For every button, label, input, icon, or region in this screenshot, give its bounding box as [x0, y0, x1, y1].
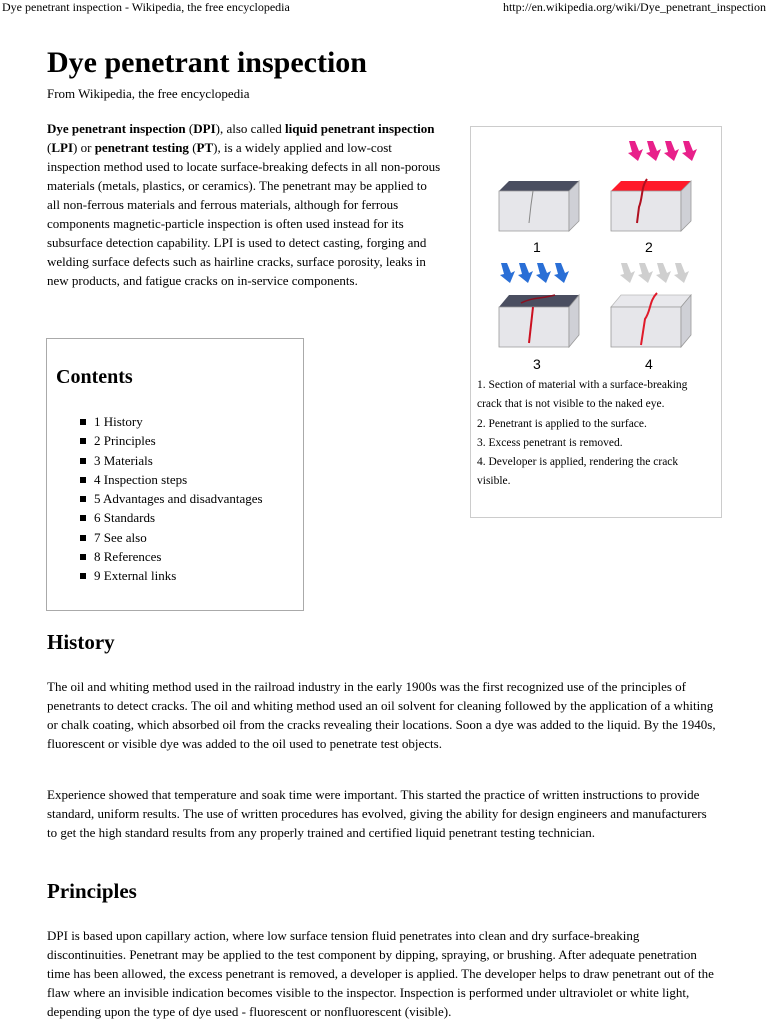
- toc-item-see-also[interactable]: 7 See also: [80, 528, 263, 547]
- toc-item-advantages[interactable]: 5 Advantages and disadvantages: [80, 489, 263, 508]
- arrow-gray-icon: [620, 263, 689, 283]
- intro-term: DPI: [193, 121, 216, 136]
- toc-item-inspection-steps[interactable]: 4 Inspection steps: [80, 470, 263, 489]
- intro-text: ), also called: [215, 121, 285, 136]
- arrow-blue-icon: [500, 263, 569, 283]
- toc-item-external-links[interactable]: 9 External links: [80, 566, 263, 585]
- section-title-history: History: [47, 630, 115, 654]
- toc-list: [80, 412, 263, 586]
- toc-title: Contents: [56, 366, 133, 388]
- block-3-excess-removed: [499, 263, 579, 372]
- intro-text: ), is a widely applied and low-cost inspection method used to locate surface-breaking defects in all non-porous materials (metals, plastics, or ceramics). The penetrant may be applied to all non-ferrous materials and ferrous materials, although for ferrous components magnetic-particle inspection is often used instead for its subsurface detection capability. LPI is used to detect casting, forging and welding surface defects such as hairline cracks, surface porosity, leaks in new products, and fatigue cracks on in-service components.: [47, 140, 441, 288]
- principles-paragraph-1: DPI is based upon capillary action, where low surface tension fluid penetrates into clean and dry surface-breaking discontinuities. Penetrant may be applied to the test component by dipping, spraying, or brushing. After adequate penetration time has been allowed, the excess penetrant is removed, a developer is applied. The developer helps to draw penetrant out of the flaw where an invisible indication becomes visible to the inspector. Inspection is performed under ultraviolet or white light, depending upon the type of dye used - fluorescent or nonfluorescent (visible).: [47, 928, 714, 1019]
- intro-term: penetrant testing: [94, 140, 189, 155]
- toc-item-principles[interactable]: 2 Principles: [80, 431, 263, 450]
- label-3: 3: [533, 356, 541, 372]
- label-2: 2: [645, 239, 653, 255]
- intro-term: PT: [196, 140, 214, 155]
- label-1: 1: [533, 239, 541, 255]
- caption-line: 1. Section of material with a surface-breaking crack that is not visible to the naked eye.: [477, 379, 688, 411]
- caption-line: 4. Developer is applied, rendering the crack visible.: [477, 456, 679, 488]
- intro-term: LPI: [51, 140, 74, 155]
- browser-page-title: Dye penetrant inspection - Wikipedia, the free encyclopedia: [2, 0, 290, 14]
- toc-item-standards[interactable]: 6 Standards: [80, 508, 263, 527]
- caption-line: 2. Penetrant is applied to the surface.: [477, 417, 647, 430]
- intro-term: Dye penetrant inspection: [47, 121, 186, 136]
- infobox-figure: [470, 126, 722, 518]
- section-title-principles: Principles: [47, 879, 137, 903]
- history-paragraph-1: The oil and whiting method used in the railroad industry in the early 1900s was the first recognized use of the principles of penetrants to detect cracks. The oil and whiting method used an oil solvent for cleaning followed by the application of a whiting or chalk coating, which absorbed oil from the cracks revealing their locations. Soon a dye was added to the liquid. By the 1940s, fluorescent or visible dye was added to the oil used to penetrate test objects.: [47, 679, 716, 751]
- block-1-original: [499, 181, 579, 255]
- caption-line: 3. Excess penetrant is removed.: [477, 436, 623, 449]
- intro-text: ) or: [73, 140, 95, 155]
- page-subtitle: From Wikipedia, the free encyclopedia: [47, 86, 250, 101]
- penetrant-steps-diagram[interactable]: [481, 135, 713, 375]
- arrow-pink-icon: [628, 141, 697, 161]
- history-paragraph-2: Experience showed that temperature and soak time were important. This started the practice of written instructions to provide standard, uniform results. The use of written procedures has evolved, giving the ability for design engineers and manufacturers to get the high standard results from any properly trained and certified liquid penetrant testing technician.: [47, 787, 707, 840]
- block-4-developer-applied: [611, 263, 691, 372]
- toc-item-references[interactable]: 8 References: [80, 547, 263, 566]
- toc-item-history[interactable]: 1 History: [80, 412, 263, 431]
- intro-term: liquid penetrant inspection: [284, 121, 435, 136]
- table-of-contents: [46, 338, 304, 611]
- figure-caption: [477, 376, 713, 492]
- label-4: 4: [645, 356, 653, 372]
- intro-text: (: [47, 140, 52, 155]
- intro-paragraph: [47, 119, 442, 290]
- toc-item-materials[interactable]: 3 Materials: [80, 451, 263, 470]
- browser-url[interactable]: http://en.wikipedia.org/wiki/Dye_penetrant_inspection: [502, 0, 766, 14]
- page-title: Dye penetrant inspection: [47, 46, 367, 79]
- intro-text: (: [185, 121, 194, 136]
- block-2-penetrant-applied: [611, 141, 697, 255]
- intro-text: (: [188, 140, 197, 155]
